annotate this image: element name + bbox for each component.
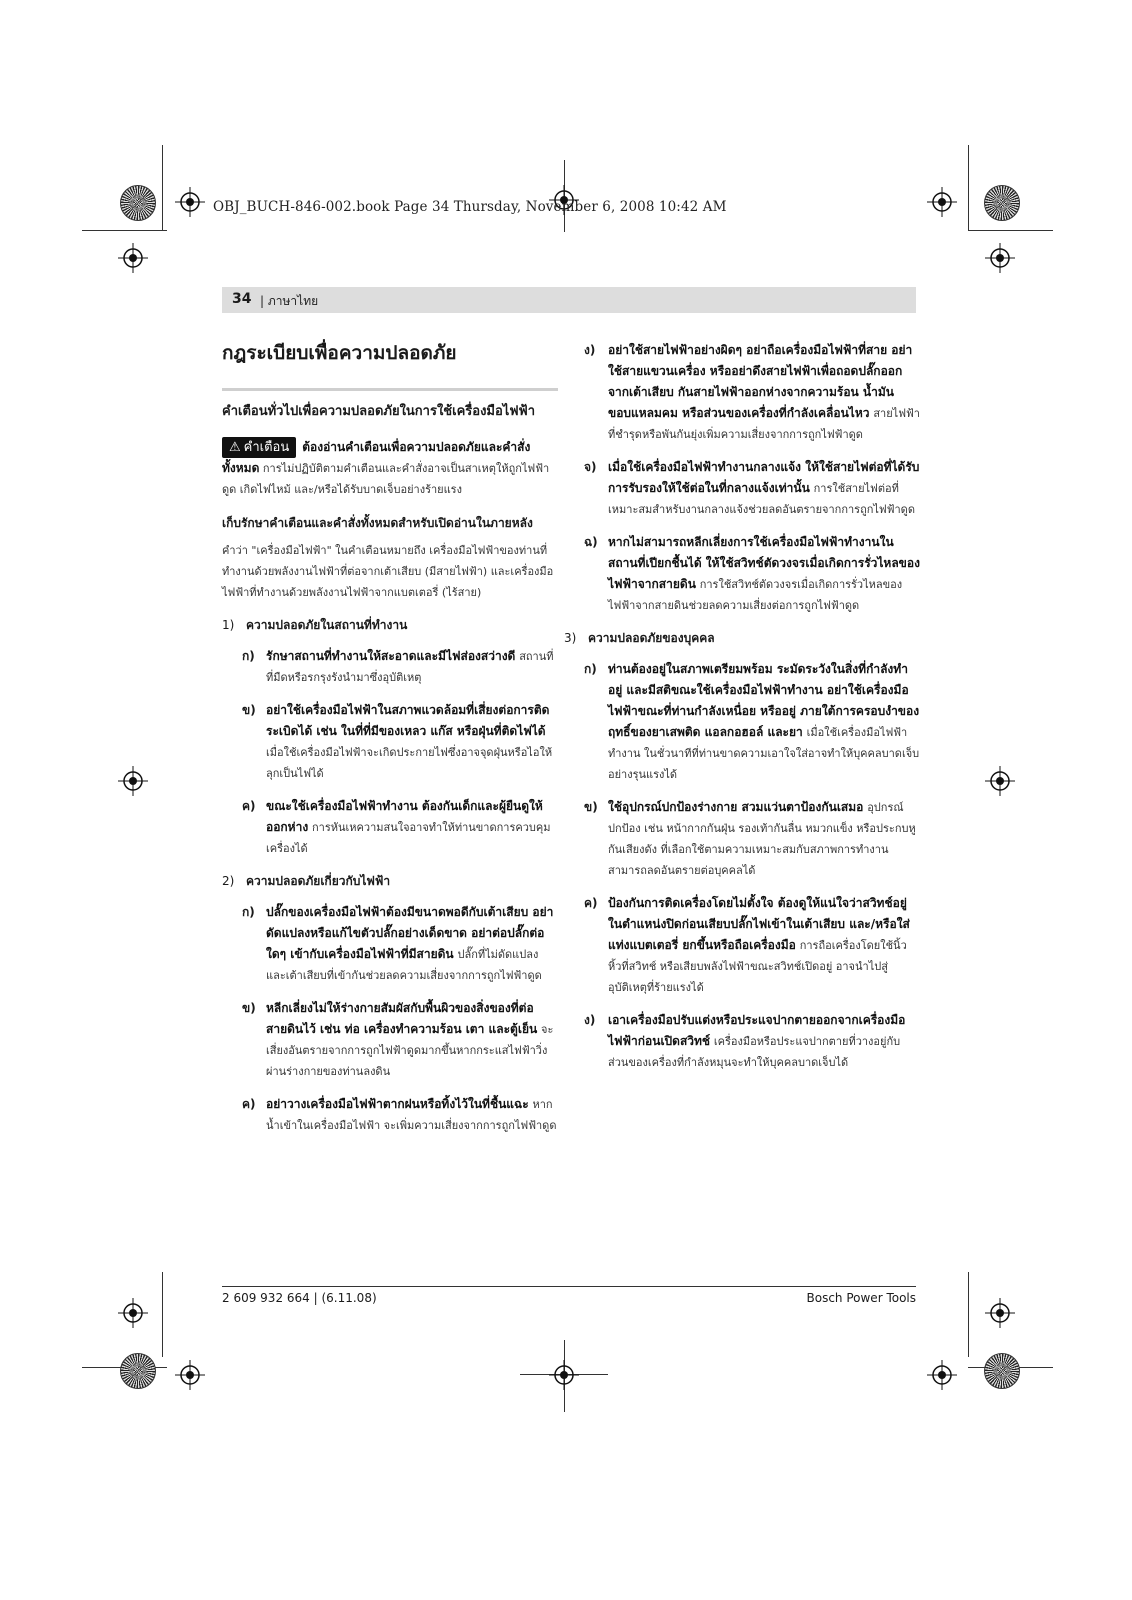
warning-badge	[222, 437, 296, 458]
item-bold: หลีกเลี่ยงไม่ให้ร่างกายสัมผัสกับพื้นผิวของสิ่งของที่ต่อสายดินไว้ เช่น ท่อ เครื่องทำความร้อน เตา และตู้เย็น	[266, 1001, 538, 1036]
registration-mark-icon	[549, 1360, 579, 1390]
item-label: จ)	[584, 460, 597, 474]
item-label: ฉ)	[584, 535, 598, 549]
item-bold: รักษาสถานที่ทำงานให้สะอาดและมีไฟส่องสว่างดี	[266, 649, 516, 663]
item-label: ข)	[584, 800, 598, 814]
item-text: จะเสี่ยงอันตรายจากการถูกไฟฟ้าดูดมากขึ้นหากกระแสไฟฟ้าวิ่งผ่านร่างกายของท่านลงดิน	[266, 1023, 554, 1078]
section-title: ความปลอดภัยในสถานที่ทำงาน	[246, 618, 408, 632]
list-item	[584, 532, 920, 616]
item-label: ก)	[584, 662, 597, 676]
list-item	[222, 796, 558, 859]
list-item	[222, 902, 558, 986]
definition-text: คำว่า "เครื่องมือไฟฟ้า" ในคำเตือนหมายถึง เครื่องมือไฟฟ้าของท่านที่ทำงานด้วยพลังงานไฟฟ้าที่ต่อจากเต้าเสียบ (มีสายไฟฟ้า) และเครื่องมือไฟฟ้าที่ทำงานด้วยพลังงานไฟฟ้าจากแบตเตอรี่ (ไร้สาย)	[222, 544, 554, 599]
item-label: ข)	[242, 1001, 256, 1015]
section-number: 1)	[222, 618, 235, 632]
registration-mark-icon	[118, 243, 148, 273]
registration-mark-icon	[175, 187, 205, 217]
color-target-icon	[984, 185, 1020, 221]
list-item	[584, 340, 920, 445]
item-label: ง)	[584, 1013, 596, 1027]
item-label: ค)	[242, 1097, 256, 1111]
crop-line	[162, 1272, 163, 1357]
footer-rule	[222, 1286, 916, 1287]
footer-brand: Bosch Power Tools	[806, 1291, 916, 1305]
warning-text: การไม่ปฏิบัติตามคำเตือนและคำสั่งอาจเป็นสาเหตุให้ถูกไฟฟ้าดูด เกิดไฟไหม้ และ/หรือได้รับบาดเจ็บอย่างร้ายแรง	[222, 462, 550, 496]
item-text: อุปกรณ์ปกป้อง เช่น หน้ากากกันฝุ่น รองเท้ากันลื่น หมวกแข็ง หรือประกบหูกันเสียงดัง ที่เลือกใช้ตามความเหมาะสมกับสภาพการทำงาน สามารถลดอันตรายต่อบุคคลได้	[608, 801, 916, 877]
section-title: ความปลอดภัยของบุคคล	[588, 631, 715, 645]
item-bold: ขณะใช้เครื่องมือไฟฟ้าทำงาน ต้องกันเด็กและผู้ยืนดูให้ออกห่าง	[266, 799, 543, 834]
list-item	[584, 1010, 920, 1073]
item-label: ค)	[242, 799, 256, 813]
divider	[222, 388, 558, 391]
item-bold: อย่าวางเครื่องมือไฟฟ้าตากฝนหรือทิ้งไว้ในที่ชื้นแฉะ	[266, 1097, 529, 1111]
item-label: ก)	[242, 905, 255, 919]
crop-line	[162, 145, 163, 230]
item-text: การถือเครื่องโดยใช้นิ้วหิ้วที่สวิทช์ หรือเสียบพลังไฟฟ้าขณะสวิทช์เปิดอยู่ อาจนำไปสู่อุบัติเหตุที่ร้ายแรงได้	[608, 939, 907, 994]
color-target-icon	[120, 185, 156, 221]
section-language: | ภาษาไทย	[260, 294, 319, 308]
registration-mark-icon	[927, 187, 957, 217]
warning-block	[222, 437, 558, 500]
section-heading	[222, 871, 558, 892]
section-number: 2)	[222, 874, 235, 888]
section-heading	[564, 628, 920, 649]
item-bold: หากไม่สามารถหลีกเลี่ยงการใช้เครื่องมือไฟฟ้าทำงานในสถานที่เปียกชื้นได้ ให้ใช้สวิทช์ตัดวงจรเมื่อเกิดการรั่วไหลของไฟฟ้าจากสายดิน	[608, 535, 920, 591]
item-text: การใช้สายไฟต่อที่เหมาะสมสำหรับงานกลางแจ้งช่วยลดอันตรายจากการถูกไฟฟ้าดูด	[608, 482, 915, 516]
item-label: ข)	[242, 703, 256, 717]
item-text: การใช้สวิทช์ตัดวงจรเมื่อเกิดการรั่วไหลของไฟฟ้าจากสายดินช่วยลดความเสี่ยงต่อการถูกไฟฟ้าดูด	[608, 578, 903, 612]
section-heading	[222, 615, 558, 636]
item-text: เมื่อใช้เครื่องมือไฟฟ้าจะเกิดประกายไฟซึ่งอาจจุดฝุ่นหรือไอให้ลุกเป็นไฟได้	[266, 746, 553, 780]
crop-line	[82, 230, 167, 231]
item-text: เครื่องมือหรือประแจปากตายที่วางอยู่กับส่วนของเครื่องที่กำลังหมุนจะทำให้บุคคลบาดเจ็บได้	[608, 1035, 901, 1069]
warning-triangle-icon: ⚠	[229, 440, 241, 455]
left-column	[222, 340, 558, 1148]
registration-mark-icon	[927, 1360, 957, 1390]
book-slug-line: OBJ_BUCH-846-002.book Page 34 Thursday, November 6, 2008 10:42 AM	[213, 199, 727, 215]
subtitle: คำเตือนทั่วไปเพื่อความปลอดภัยในการใช้เครื่องมือไฟฟ้า	[222, 404, 536, 419]
page-header	[222, 287, 916, 313]
item-text: สายไฟฟ้าที่ชำรุดหรือพันกันยุ่งเพิ่มความเสี่ยงจากการถูกไฟฟ้าดูด	[608, 407, 920, 441]
list-item	[584, 659, 920, 785]
registration-mark-icon	[985, 243, 1015, 273]
section-number: 3)	[564, 631, 577, 645]
item-label: ก)	[242, 649, 255, 663]
crop-line	[968, 1272, 969, 1357]
registration-mark-icon	[985, 1298, 1015, 1328]
list-item	[222, 1094, 558, 1136]
crop-line	[968, 145, 969, 230]
item-bold: ปลั๊กของเครื่องมือไฟฟ้าต้องมีขนาดพอดีกับเต้าเสียบ อย่าดัดแปลงหรือแก้ไขตัวปลั๊กอย่างเด็ดขาด อย่าต่อปลั๊กต่อใดๆ เข้ากับเครื่องมือไฟฟ้าที่มีสายดิน	[266, 905, 554, 961]
item-label: ง)	[584, 343, 596, 357]
warning-label: คำเตือน	[243, 440, 290, 455]
item-bold: ป้องกันการติดเครื่องโดยไม่ตั้งใจ ต้องดูให้แน่ใจว่าสวิทช์อยู่ในตำแหน่งปิดก่อนเสียบปลั๊กไฟเข้าในเต้าเสียบ และ/หรือใส่แท่งแบตเตอรี่ ยกขึ้นหรือถือเครื่องมือ	[608, 896, 910, 952]
page-title: กฎระเบียบเพื่อความปลอดภัย	[222, 342, 457, 364]
item-bold: ท่านต้องอยู่ในสภาพเตรียมพร้อม ระมัดระวังในสิ่งที่กำลังทำอยู่ และมีสติขณะใช้เครื่องมือไฟฟ้าทำงาน อย่าใช้เครื่องมือไฟฟ้าขณะที่ท่านกำลังเหนื่อย หรืออยู่ ภายใต้การครอบงำของฤทธิ์ของยาเสพติด แอลกอฮอล์ และยา	[608, 662, 920, 739]
item-text: เมื่อใช้เครื่องมือไฟฟ้าทำงาน ในชั่วนาทีที่ท่านขาดความเอาใจใส่อาจทำให้บุคคลบาดเจ็บอย่างรุนแรงได้	[608, 726, 920, 781]
list-item	[222, 646, 558, 688]
item-text: การหันเหความสนใจอาจทำให้ท่านขาดการควบคุมเครื่องได้	[266, 821, 551, 855]
color-target-icon	[984, 1353, 1020, 1389]
registration-mark-icon	[118, 1298, 148, 1328]
list-item	[584, 797, 920, 881]
section-title: ความปลอดภัยเกี่ยวกับไฟฟ้า	[246, 874, 391, 888]
registration-mark-icon	[118, 766, 148, 796]
list-item	[584, 457, 920, 520]
right-column	[564, 340, 920, 1085]
list-item	[584, 893, 920, 998]
registration-mark-icon	[985, 766, 1015, 796]
color-target-icon	[120, 1353, 156, 1389]
item-text: ปลั๊กที่ไม่ดัดแปลงและเต้าเสียบที่เข้ากันช่วยลดความเสี่ยงจากการถูกไฟฟ้าดูด	[266, 948, 542, 982]
registration-mark-icon	[175, 1360, 205, 1390]
warning-bold: ต้องอ่านคำเตือนเพื่อความปลอดภัยและคำสั่งทั้งหมด	[222, 440, 531, 475]
item-bold: ใช้อุปกรณ์ปกป้องร่างกาย สวมแว่นตาป้องกันเสมอ	[608, 800, 864, 814]
list-item	[222, 998, 558, 1082]
item-bold: อย่าใช้เครื่องมือไฟฟ้าในสภาพแวดล้อมที่เสี่ยงต่อการติดระเบิดได้ เช่น ในที่ที่มีของเหลว แก๊ส หรือฝุ่นที่ติดไฟได้	[266, 703, 550, 738]
list-item	[222, 700, 558, 784]
item-label: ค)	[584, 896, 598, 910]
footer-doc-number: 2 609 932 664 | (6.11.08)	[222, 1291, 377, 1305]
item-bold: เมื่อใช้เครื่องมือไฟฟ้าทำงานกลางแจ้ง ให้ใช้สายไฟต่อที่ได้รับการรับรองให้ใช้ต่อในที่กลางแจ้งเท่านั้น	[608, 460, 920, 495]
item-text: หากน้ำเข้าในเครื่องมือไฟฟ้า จะเพิ่มความเสี่ยงจากการถูกไฟฟ้าดูด	[266, 1098, 557, 1132]
keep-heading: เก็บรักษาคำเตือนและคำสั่งทั้งหมดสำหรับเปิดอ่านในภายหลัง	[222, 516, 533, 530]
page-number: 34	[232, 291, 252, 307]
item-bold: อย่าใช้สายไฟฟ้าอย่างผิดๆ อย่าถือเครื่องมือไฟฟ้าที่สาย อย่าใช้สายแขวนเครื่อง หรืออย่าดึงสายไฟฟ้าเพื่อถอดปลั๊กออกจากเต้าเสียบ กันสายไฟฟ้าออกห่างจากความร้อน น้ำมัน ขอบแหลมคม หรือส่วนของเครื่องที่กำลังเคลื่อนไหว	[608, 343, 913, 420]
item-bold: เอาเครื่องมือปรับแต่งหรือประแจปากตายออกจากเครื่องมือไฟฟ้าก่อนเปิดสวิทช์	[608, 1013, 906, 1048]
crop-line	[968, 230, 1053, 231]
item-text: สถานที่ที่มืดหรือรกรุงรังนำมาซึ่งอุบัติเหตุ	[266, 650, 554, 684]
